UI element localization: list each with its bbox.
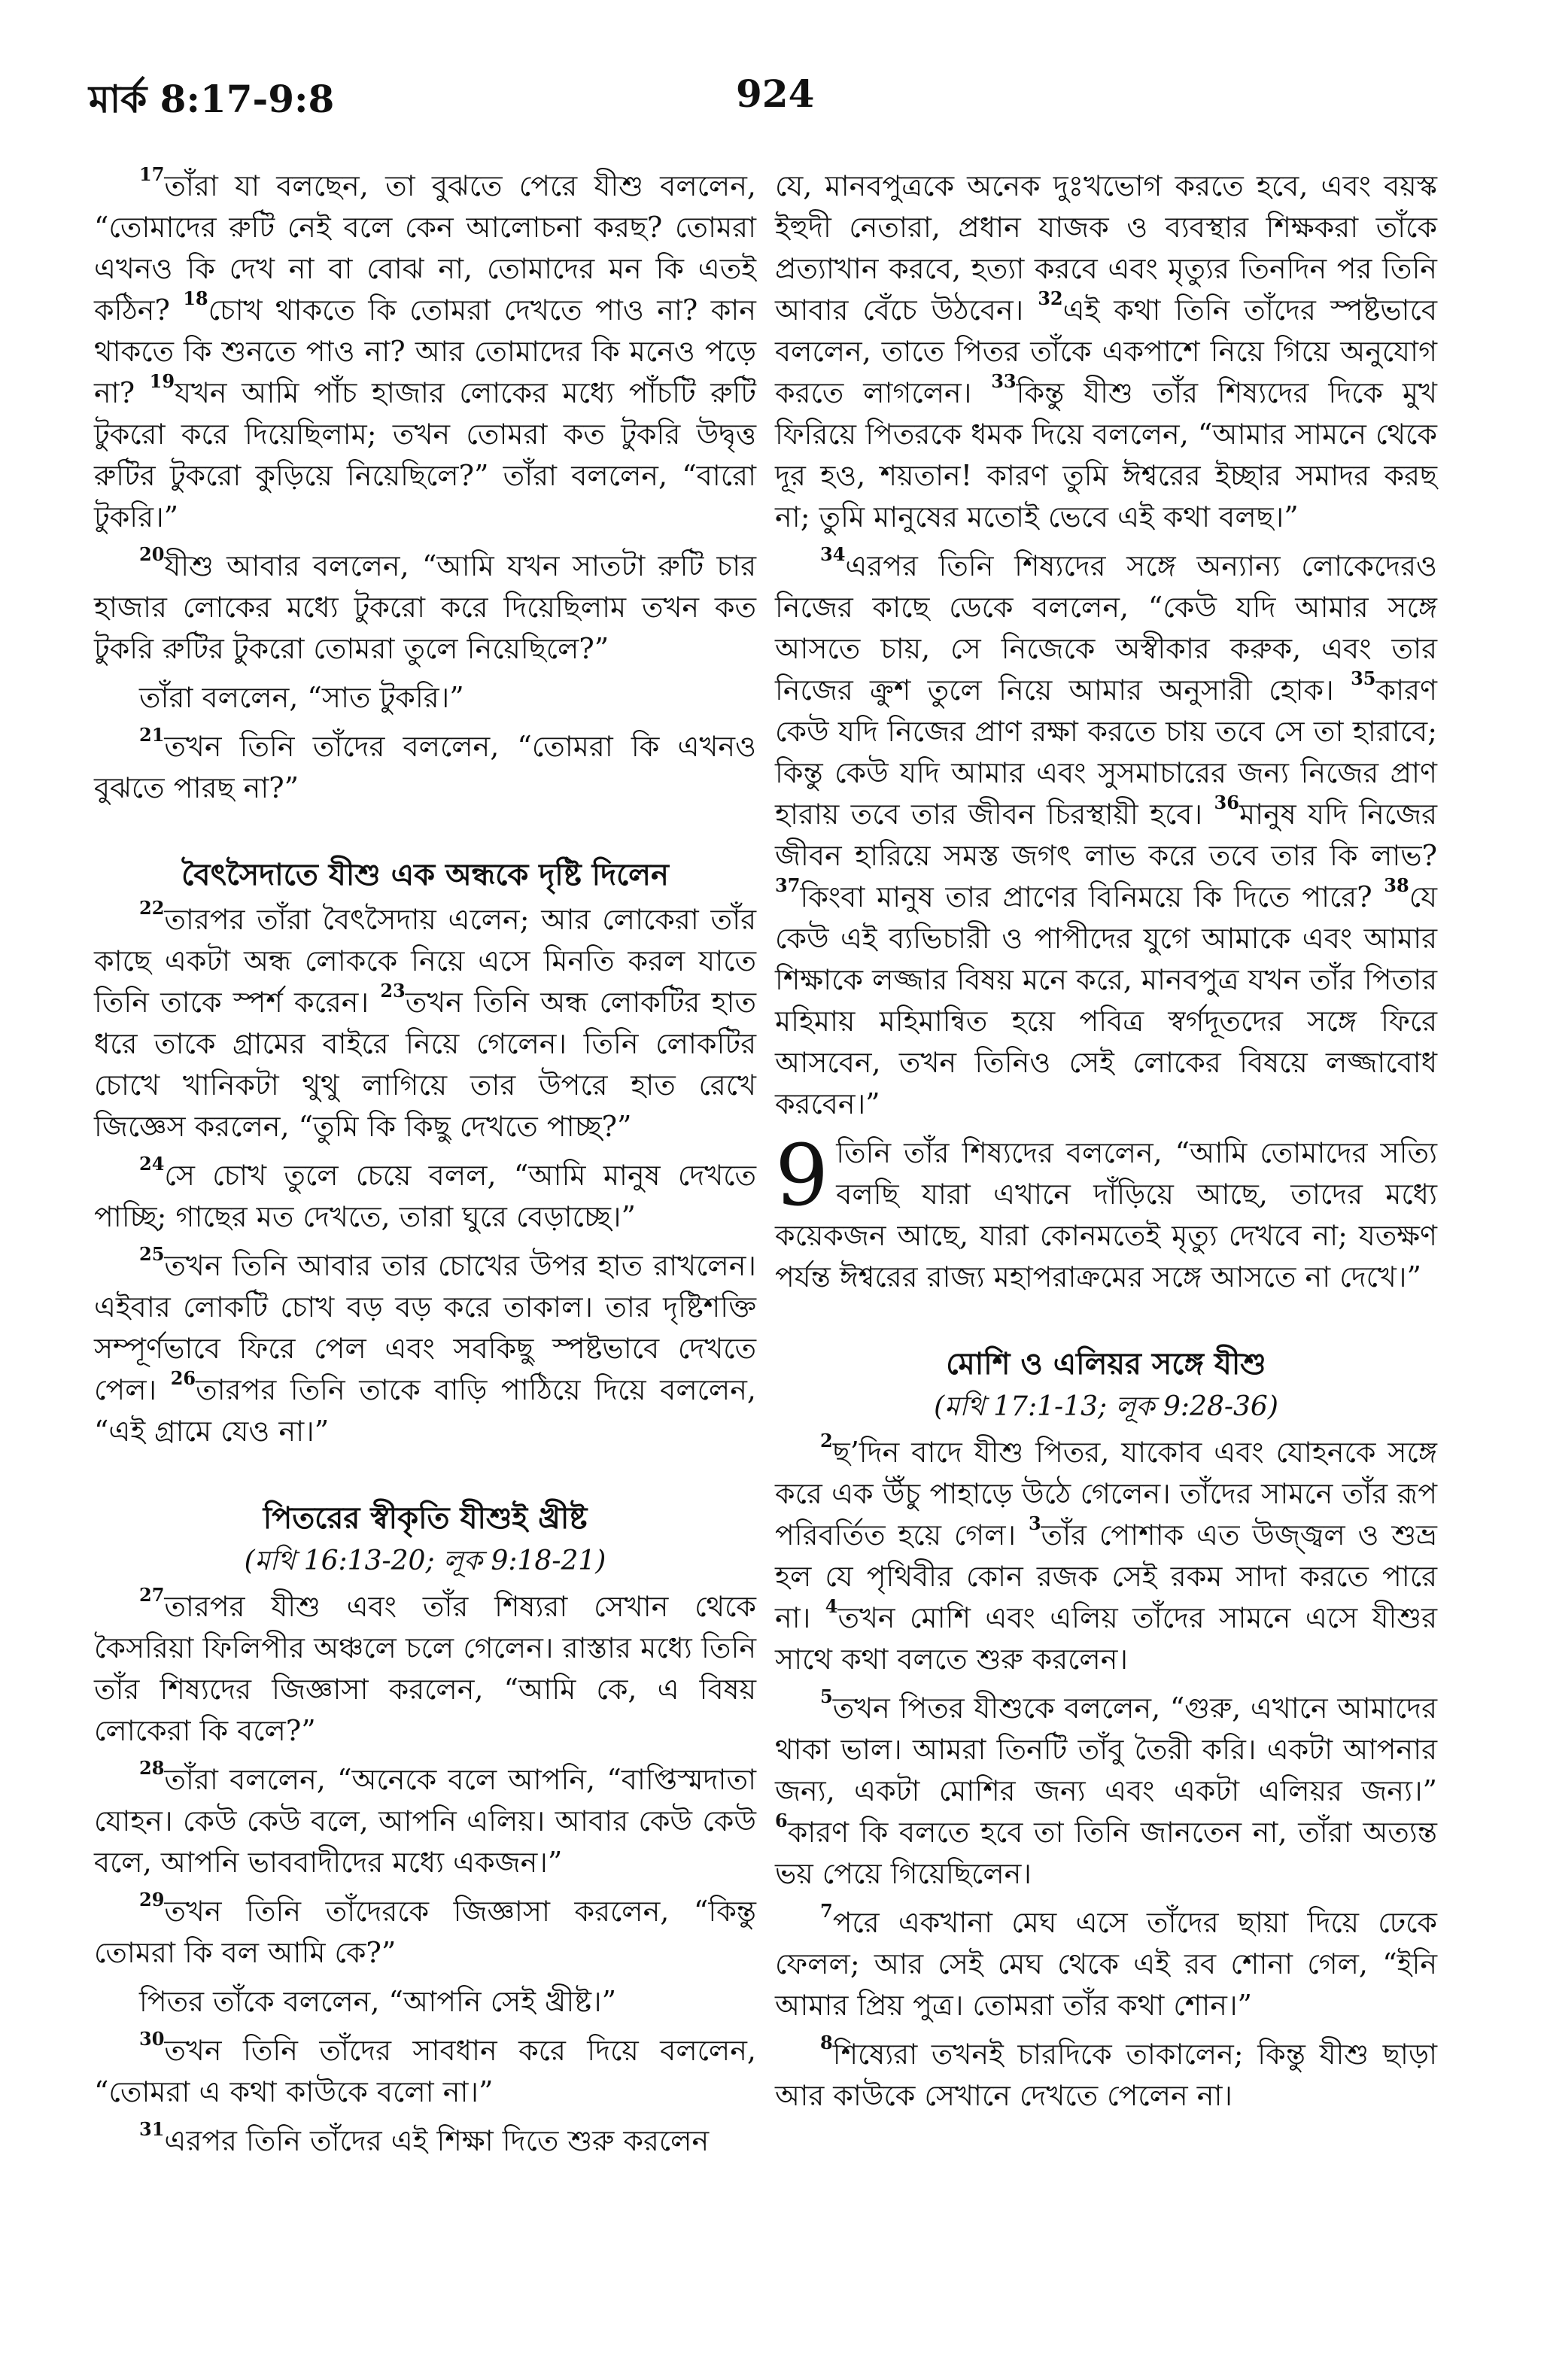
verse-number: 21 bbox=[139, 724, 165, 746]
verse-text: যে কেউ এই ব্যভিচারী ও পাপীদের যুগে আমাকে এবং আমার শিক্ষাকে লজ্জার বিষয় মনে করে, মানবপুত্র যখন তাঁর পিতার মহিমায় মহিমান্বিত হয়ে পবিত্র স্বর্গদূতদের সঙ্গে ফিরে আসবেন, তখন তিনিও সেই লোকের বিষয়ে লজ্জাবোধ করবেন।” bbox=[775, 880, 1437, 1120]
verse-text: তখন তিনি আবার তার চোখের উপর হাত রাখলেন। এইবার লোকটি চোখ বড় বড় করে তাকাল। তার দৃষ্টিশক্তি সম্পূর্ণভাবে ফিরে পেল এবং সবকিছু স্পষ্টভাবে দেখতে পেল। bbox=[94, 1249, 756, 1406]
verse-number: 35 bbox=[1351, 667, 1376, 689]
verse-text: ছ’দিন বাদে যীশু পিতর, যাকোব এবং যোহনকে সঙ্গে করে এক উঁচু পাহাড়ে উঠে গেলেন। তাঁদের সামনে তাঁর রূপ পরিবর্তিত হয়ে গেল। bbox=[775, 1436, 1437, 1552]
verse-text: যীশু আবার বললেন, “আমি যখন সাতটা রুটি চার হাজার লোকের মধ্যে টুকরো করে দিয়েছিলাম তখন কত টুকরি রুটির টুকরো তোমরা তুলে নিয়েছিলে?” bbox=[94, 549, 756, 665]
verse-paragraph bbox=[775, 1902, 1437, 2026]
verse-number: 36 bbox=[1214, 792, 1239, 813]
verse-text: তারপর যীশু এবং তাঁর শিষ্যরা সেখান থেকে কৈসরিয়া ফিলিপীর অঞ্চলে চলে গেলেন। রাস্তার মধ্যে তিনি তাঁর শিষ্যদের জিজ্ঞাসা করলেন, “আমি কে, এ বিষয় লোকেরা কি বলে?” bbox=[94, 1590, 756, 1747]
verse-number: 29 bbox=[139, 1889, 165, 1910]
chapter-opening-paragraph bbox=[775, 1127, 1437, 1298]
verse-paragraph bbox=[94, 163, 756, 538]
verse-number: 18 bbox=[183, 287, 208, 309]
verse-paragraph bbox=[94, 1586, 756, 1752]
verse-text: কারণ কি বলতে হবে তা তিনি জানতেন না, তাঁরা অত্যন্ত ভয় পেয়ে গিয়েছিলেন। bbox=[775, 1816, 1437, 1890]
verse-paragraph bbox=[775, 166, 1437, 538]
verse-paragraph bbox=[775, 2034, 1437, 2117]
verse-number: 5 bbox=[820, 1685, 833, 1707]
verse-text: তখন মোশি এবং এলিয় তাঁদের সামনে এসে যীশুর সাথে কথা বলতে শুরু করলেন। bbox=[775, 1601, 1437, 1676]
cross-reference: (মথি 17:1-13; লূক 9:28-36) bbox=[934, 1391, 1278, 1422]
verse-text: শিষ্যেরা তখনই চারদিকে তাকালেন; কিন্তু যীশু ছাড়া আর কাউকে সেখানে দেখতে পেলেন না। bbox=[775, 2038, 1437, 2112]
verse-number: 23 bbox=[380, 980, 406, 1002]
verse-text: কিন্তু যীশু তাঁর শিষ্যদের দিকে মুখ ফিরিয়ে পিতরকে ধমক দিয়ে বললেন, “আমার সামনে থেকে দূর হও, শয়তান! কারণ তুমি ঈশ্বরের ইচ্ছার সমাদর করছ না; তুমি মানুষের মতোই ভেবে এই কথা বলছ।” bbox=[775, 376, 1437, 533]
verse-number: 7 bbox=[820, 1900, 833, 1922]
verse-number: 22 bbox=[139, 897, 165, 919]
verse-paragraph bbox=[94, 677, 756, 719]
verse-text: এরপর তিনি তাঁদের এই শিক্ষা দিতে শুরু করলেন bbox=[164, 2124, 710, 2157]
verse-number: 32 bbox=[1038, 287, 1063, 309]
verse-paragraph bbox=[94, 1981, 756, 2023]
page-header bbox=[89, 71, 1452, 132]
chapter-number: 9 bbox=[775, 1127, 829, 1225]
verse-text: তাঁরা যা বলছেন, তা বুঝতে পেরে যীশু বললেন, “তোমাদের রুটি নেই বলে কেন আলোচনা করছ? তোমরা এখনও কি দেখ না বা বোঝ না, তোমাদের মন কি এতই কঠিন? bbox=[94, 169, 756, 327]
verse-paragraph bbox=[94, 2030, 756, 2113]
verse-text: তারপর তাঁরা বৈৎসৈদায় এলেন; আর লোকেরা তাঁর কাছে একটা অন্ধ লোককে নিয়ে এসে মিনতি করল যাতে তিনি তাকে স্পর্শ করেন। bbox=[94, 903, 756, 1019]
verse-paragraph bbox=[94, 1245, 756, 1452]
verse-text: তখন তিনি তাঁদের সাবধান করে দিয়ে বললেন, “তোমরা এ কথা কাউকে বলো না।” bbox=[94, 2034, 756, 2108]
verse-paragraph bbox=[94, 1759, 756, 1883]
book-reference: মার্ক 8:17-9:8 bbox=[89, 77, 335, 121]
verse-text: তখন তিনি তাঁদের বললেন, “তোমরা কি এখনও বুঝতে পারছ না?” bbox=[94, 730, 756, 804]
verse-text: এই কথা তিনি তাঁদের স্পষ্টভাবে বললেন, তাতে পিতর তাঁকে একপাশে নিয়ে গিয়ে অনুযোগ করতে লাগলেন। bbox=[775, 293, 1437, 409]
verse-text: তখন পিতর যীশুকে বললেন, “গুরু, এখানে আমাদের থাকা ভাল। আমরা তিনটি তাঁবু তৈরী করি। একটা আপনার জন্য, একটা মোশির জন্য এবং একটা এলিয়র জন্য।” bbox=[775, 1692, 1437, 1807]
verse-text: মানুষ যদি নিজের জীবন হারিয়ে সমস্ত জগৎ লাভ করে তবে তার কি লাভ? bbox=[775, 798, 1437, 872]
verse-number: 27 bbox=[139, 1584, 165, 1606]
verse-number: 26 bbox=[170, 1367, 196, 1389]
verse-text: তাঁরা বললেন, “অনেকে বলে আপনি, “বাপ্তিস্মদাতা যোহন। কেউ কেউ বলে, আপনি এলিয়। আবার কেউ কেউ বলে, আপনি ভাববাদীদের মধ্যে একজন।” bbox=[94, 1763, 756, 1879]
verse-text: পিতর তাঁকে বললেন, “আপনি সেই খ্রীষ্ট।” bbox=[139, 1985, 616, 2018]
verse-paragraph bbox=[94, 543, 756, 670]
verse-number: 33 bbox=[991, 370, 1017, 392]
verse-number: 38 bbox=[1384, 874, 1409, 896]
verse-text: এরপর তিনি শিষ্যদের সঙ্গে অন্যান্য লোকেদেরও নিজের কাছে ডেকে বললেন, “কেউ যদি আমার সঙ্গে আসতে চায়, সে নিজেকে অস্বীকার করুক, এবং তার নিজের ক্রুশ তুলে নিয়ে আমার অনুসারী হোক। bbox=[775, 549, 1437, 707]
verse-text: তিনি তাঁর শিষ্যদের বললেন, “আমি তোমাদের সত্যি বলছি যারা এখানে দাঁড়িয়ে আছে, তাদের মধ্যে কয়েকজন আছে, যারা কোনমতেই মৃত্যু দেখবে না; যতক্ষণ পর্যন্ত ঈশ্বরের রাজ্য মহাপরাক্রমের সঙ্গে আসতে না দেখে।” bbox=[775, 1136, 1437, 1293]
verse-number: 24 bbox=[139, 1153, 165, 1175]
left-column bbox=[94, 163, 756, 2169]
verse-number: 25 bbox=[139, 1243, 165, 1265]
verse-text: সে চোখ তুলে চেয়ে বলল, “আমি মানুষ দেখতে পাচ্ছি; গাছের মত দেখতে, তারা ঘুরে বেড়াচ্ছে।” bbox=[94, 1159, 756, 1233]
right-column bbox=[775, 166, 1437, 2124]
section-heading: মোশি ও এলিয়র সঙ্গে যীশু bbox=[946, 1346, 1266, 1381]
verse-number: 28 bbox=[139, 1757, 165, 1779]
verse-text: যে, মানবপুত্রকে অনেক দুঃখভোগ করতে হবে, এবং বয়স্ক ইহুদী নেতারা, প্রধান যাজক ও ব্যবস্থার শিক্ষকরা তাঁকে প্রত্যাখান করবে, হত্যা করবে এবং মৃত্যুর তিনদিন পর তিনি আবার বেঁচে উঠবেন। bbox=[775, 169, 1437, 327]
verse-text: কিংবা মানুষ তার প্রাণের বিনিময়ে কি দিতে পারে? bbox=[800, 880, 1372, 913]
verse-text: পরে একখানা মেঘ এসে তাঁদের ছায়া দিয়ে ঢেকে ফেলল; আর সেই মেঘ থেকে এই রব শোনা গেল, “ইনি আমার প্রিয় পুত্র। তোমরা তাঁর কথা শোন।” bbox=[775, 1906, 1437, 2022]
verse-paragraph bbox=[94, 1891, 756, 1974]
verse-number: 17 bbox=[139, 163, 165, 185]
verse-text: যখন আমি পাঁচ হাজার লোকের মধ্যে পাঁচটি রুটি টুকরো করে দিয়েছিলাম; তখন তোমরা কত টুকরি উদ্বৃত্ত রুটির টুকরো কুড়িয়ে নিয়েছিলে?” তাঁরা বললেন, “বারো টুকরি।” bbox=[94, 376, 756, 533]
verse-number: 20 bbox=[139, 543, 165, 565]
verse-text: তখন তিনি অন্ধ লোকটির হাত ধরে তাকে গ্রামের বাইরে নিয়ে গেলেন। তিনি লোকটির চোখে খানিকটা থুথু লাগিয়ে তার উপরে হাত রেখে জিজ্ঞেস করলেন, “তুমি কি কিছু দেখতে পাচ্ছ?” bbox=[94, 986, 756, 1143]
verse-number: 3 bbox=[1028, 1512, 1041, 1534]
verse-paragraph bbox=[94, 726, 756, 809]
verse-number: 2 bbox=[820, 1430, 833, 1451]
verse-text: তাঁরা বললেন, “সাত টুকরি।” bbox=[139, 681, 464, 714]
verse-number: 4 bbox=[825, 1595, 838, 1617]
verse-text: কারণ কেউ যদি নিজের প্রাণ রক্ষা করতে চায় তবে সে তা হারাবে; কিন্তু কেউ যদি আমার এবং সুসমাচারের জন্য নিজের প্রাণ হারায় তবে তার জীবন চিরস্থায়ী হবে। bbox=[775, 673, 1437, 831]
verse-number: 6 bbox=[775, 1810, 788, 1831]
verse-number: 31 bbox=[139, 2118, 165, 2140]
verse-number: 30 bbox=[139, 2028, 165, 2050]
page-number: 924 bbox=[736, 71, 815, 116]
section-heading: পিতরের স্বীকৃতি যীশুই খ্রীষ্ট bbox=[263, 1500, 588, 1536]
verse-text: তারপর তিনি তাকে বাড়ি পাঠিয়ে দিয়ে বললেন, “এই গ্রামে যেও না।” bbox=[94, 1373, 756, 1448]
verse-paragraph bbox=[775, 1685, 1437, 1895]
section-heading: বৈৎসৈদাতে যীশু এক অন্ধকে দৃষ্টি দিলেন bbox=[181, 857, 669, 892]
verse-paragraph bbox=[775, 1432, 1437, 1680]
verse-paragraph bbox=[775, 543, 1437, 1125]
cross-reference: (মথি 16:13-20; লূক 9:18-21) bbox=[244, 1546, 606, 1576]
verse-number: 34 bbox=[820, 543, 846, 565]
verse-text: তাঁর পোশাক এত উজ্জ্বল ও শুভ্র হল যে পৃথিবীর কোন রজক সেই রকম সাদা করতে পারে না। bbox=[775, 1518, 1437, 1634]
verse-text: চোখ থাকতে কি তোমরা দেখতে পাও না? কান থাকতে কি শুনতে পাও না? আর তোমাদের কি মনেও পড়ে না? bbox=[94, 293, 756, 409]
verse-number: 19 bbox=[149, 370, 175, 392]
verse-text: তখন তিনি তাঁদেরকে জিজ্ঞাসা করলেন, “কিন্তু তোমরা কি বল আমি কে?” bbox=[94, 1895, 756, 1969]
verse-paragraph bbox=[94, 1155, 756, 1238]
verse-number: 37 bbox=[775, 874, 801, 896]
verse-paragraph bbox=[94, 899, 756, 1147]
verse-paragraph bbox=[94, 2120, 756, 2162]
verse-number: 8 bbox=[820, 2032, 833, 2053]
